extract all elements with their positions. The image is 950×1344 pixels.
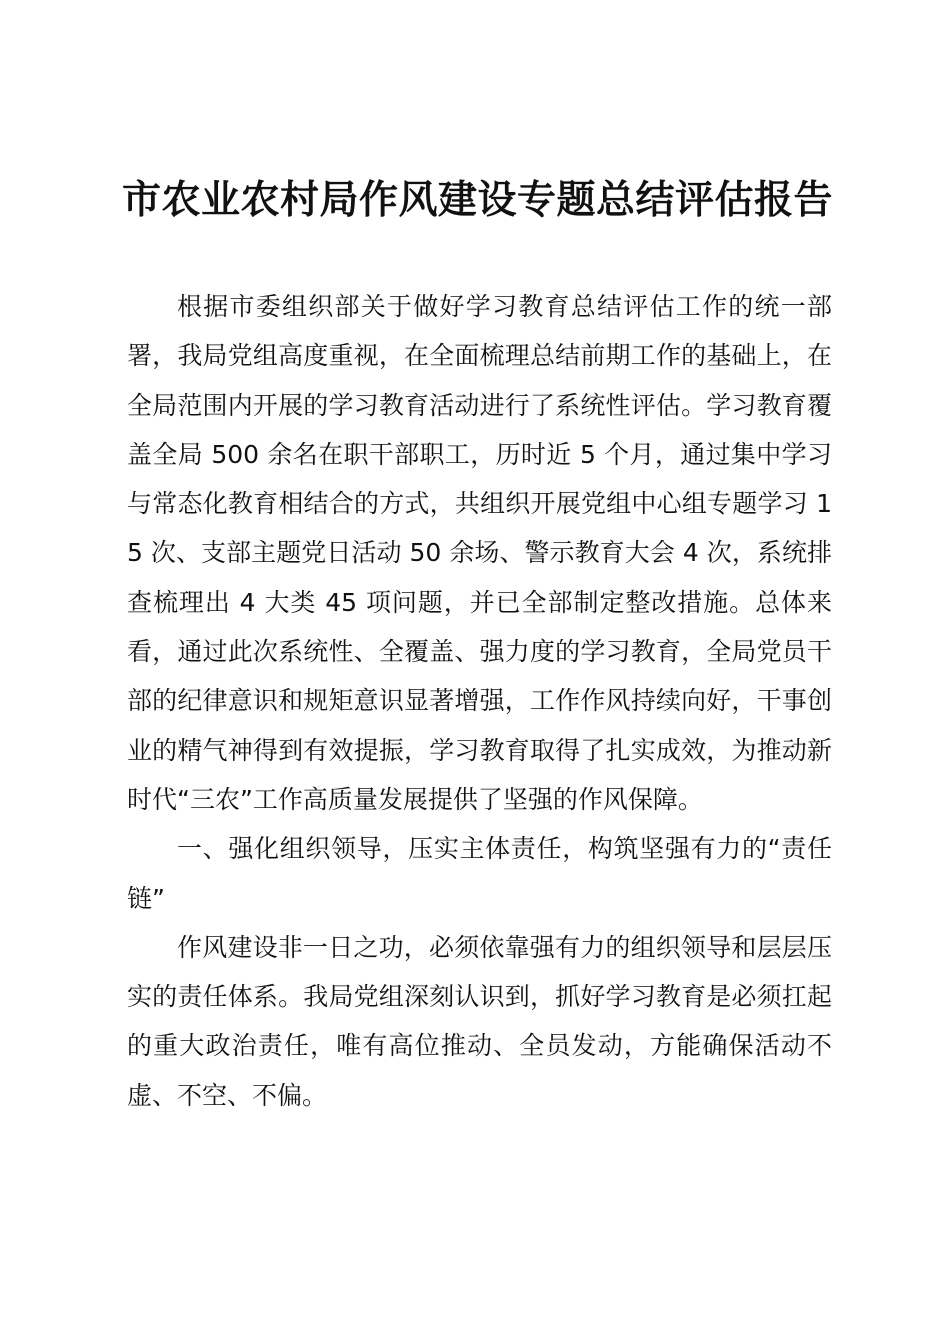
- document-body: [127, 282, 832, 1120]
- section-heading-1: 一、强化组织领导，压实主体责任，构筑坚强有力的“责任链”: [127, 834, 832, 913]
- intro-paragraph: 根据市委组织部关于做好学习教育总结评估工作的统一部署，我局党组高度重视，在全面梳理总结前期工作的基础上，在全局范围内开展的学习教育活动进行了系统性评估。学习教育覆盖全局 500 余名在职干部职工，历时近 5 个月，通过集中学习与常态化教育相结合的方式，共组织开展党组中心组专题学习 15 次、支部主题党日活动 50 余场、警示教育大会 4 次，系统排查梳理出 4 大类 45 项问题，并已全部制定整改措施。总体来看，通过此次系统性、全覆盖、强力度的学习教育，全局党员干部的纪律意识和规矩意识显著增强，工作作风持续向好，干事创业的精气神得到有效提振，学习教育取得了扎实成效，为推动新时代“三农”工作高质量发展提供了坚强的作风保障。: [127, 292, 832, 814]
- document-title: 市农业农村局作风建设专题总结评估报告: [121, 178, 833, 223]
- section-1-paragraph: 作风建设非一日之功，必须依靠强有力的组织领导和层层压实的责任体系。我局党组深刻认识到，抓好学习教育是必须扛起的重大政治责任，唯有高位推动、全员发动，方能确保活动不虚、不空、不偏。: [127, 932, 832, 1110]
